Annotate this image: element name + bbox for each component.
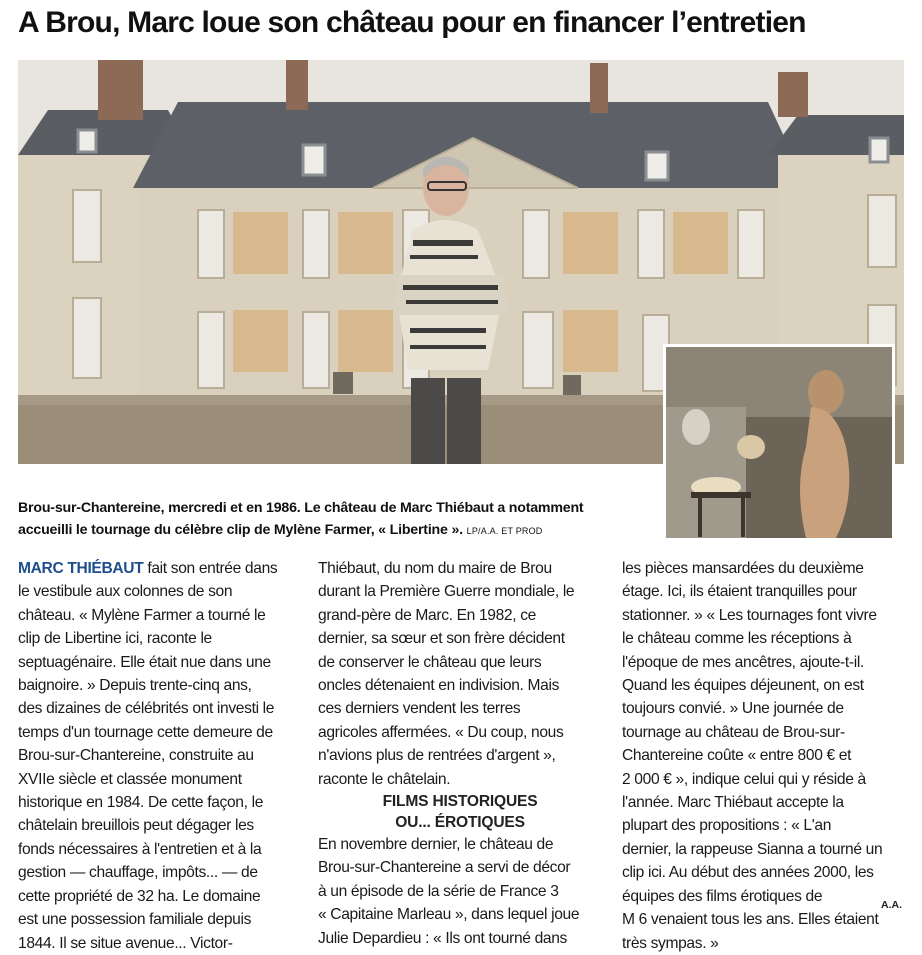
text-line: le vestibule aux colonnes de son bbox=[18, 583, 233, 601]
text-line: temps d'un tournage cette demeure de bbox=[18, 723, 273, 741]
text-line: Julie Depardieu : « Ils ont tourné dans bbox=[318, 929, 568, 947]
text-line: étage. Ici, ils étaient tranquilles pour bbox=[622, 583, 857, 601]
text-line: n'avions plus de rentrées d'argent », bbox=[318, 747, 556, 765]
text-line: le château comme les réceptions à bbox=[622, 630, 852, 648]
text-line: Brou-sur-Chantereine a servi de décor bbox=[318, 859, 571, 877]
text-line: 1844. Il se situe avenue... Victor- bbox=[18, 934, 233, 952]
text-line: raconte le châtelain. bbox=[318, 770, 451, 788]
text-line: des dizaines de célébrités ont investi le bbox=[18, 700, 275, 718]
text-line: baignoire. » Depuis trente-cinq ans, bbox=[18, 677, 252, 695]
text-line: l'année. Marc Thiébaut accepte la bbox=[622, 794, 844, 812]
text-line: durant la Première Guerre mondiale, le bbox=[318, 583, 575, 601]
text-line: l'époque de mes ancêtres, ajoute-t-il. bbox=[622, 653, 864, 671]
headline: A Brou, Marc loue son château pour en financer l’entretien bbox=[18, 6, 806, 39]
text-line: dernier, sa sœur et son frère décident bbox=[318, 630, 565, 648]
text-line: cette propriété de 32 ha. Le domaine bbox=[18, 887, 261, 905]
photo-credit: LP/A.A. ET PROD bbox=[466, 526, 543, 536]
subheading: OU... ÉROTIQUES bbox=[395, 814, 525, 832]
first-line bbox=[18, 557, 300, 580]
caption-line: Brou-sur-Chantereine, mercredi et en 1986. Le château de Marc Thiébaut a notamment bbox=[18, 500, 584, 516]
text-line: château. « Mylène Farmer a tourné le bbox=[18, 606, 266, 624]
text-line: tournage au château de Brou-sur- bbox=[622, 723, 845, 741]
text-line: dernier, la rappeuse Sianna a tourné un bbox=[622, 840, 883, 858]
photo-caption bbox=[18, 497, 658, 542]
text-line: équipes des films érotiques de bbox=[622, 887, 823, 905]
text-line: En novembre dernier, le château de bbox=[318, 836, 554, 854]
text-line: Chantereine coûte « entre 800 € et bbox=[622, 747, 852, 765]
text-line: agricoles affermées. « Du coup, nous bbox=[318, 723, 564, 741]
text-line: XVIIe siècle et classée monument bbox=[18, 770, 242, 788]
article-column-1 bbox=[18, 557, 300, 955]
text-line: septuagénaire. Elle était nue dans une bbox=[18, 653, 271, 671]
text-line: Thiébaut, du nom du maire de Brou bbox=[318, 560, 552, 577]
text-line: toujours convié. » Une journée de bbox=[622, 700, 844, 718]
caption-line: accueilli le tournage du célèbre clip de Mylène Farmer, « Libertine ». bbox=[18, 522, 463, 538]
text-line: est une possession familiale depuis bbox=[18, 911, 252, 929]
text-line: M 6 venaient tous les ans. Elles étaient bbox=[622, 911, 879, 929]
text-line: historique en 1984. De cette façon, le bbox=[18, 794, 264, 812]
text-line: à un épisode de la série de France 3 bbox=[318, 882, 559, 900]
text-line: clip ici. Au début des années 2000, les bbox=[622, 864, 874, 882]
text-line: grand-père de Marc. En 1982, ce bbox=[318, 606, 536, 624]
lead-name: MARC THIÉBAUT bbox=[18, 560, 144, 577]
text-line: fait son entrée dans bbox=[143, 560, 278, 577]
article-column-2 bbox=[318, 557, 602, 950]
text-line: « Capitaine Marleau », dans lequel joue bbox=[318, 906, 580, 924]
text-line: 2 000 € », indique celui qui y réside à bbox=[622, 770, 866, 788]
text-line: les pièces mansardées du deuxième bbox=[622, 560, 864, 577]
subheading: FILMS HISTORIQUES bbox=[382, 793, 538, 811]
text-line: Quand les équipes déjeunent, on est bbox=[622, 677, 864, 695]
text-line: Brou-sur-Chantereine, construite au bbox=[18, 747, 254, 765]
text-line: très sympas. » bbox=[622, 934, 719, 952]
text-line: fonds nécessaires à l'entretien et à la bbox=[18, 840, 262, 858]
text-line: ces derniers vendent les terres bbox=[318, 700, 521, 718]
libertine-still-photo bbox=[663, 344, 895, 541]
text-line: oncles détenaient en indivision. Mais bbox=[318, 677, 560, 695]
article-column-3 bbox=[622, 557, 908, 955]
author-signature: A.A. bbox=[881, 899, 902, 911]
text-line: clip de Libertine ici, raconte le bbox=[18, 630, 212, 648]
text-line: stationner. » « Les tournages font vivre bbox=[622, 606, 877, 624]
text-line: de conserver le château que leurs bbox=[318, 653, 542, 671]
text-line: gestion — chauffage, impôts... — de bbox=[18, 864, 258, 882]
text-line: châtelain breuillois peut dégager les bbox=[18, 817, 254, 835]
text-line: plupart des propositions : « L'an bbox=[622, 817, 832, 835]
